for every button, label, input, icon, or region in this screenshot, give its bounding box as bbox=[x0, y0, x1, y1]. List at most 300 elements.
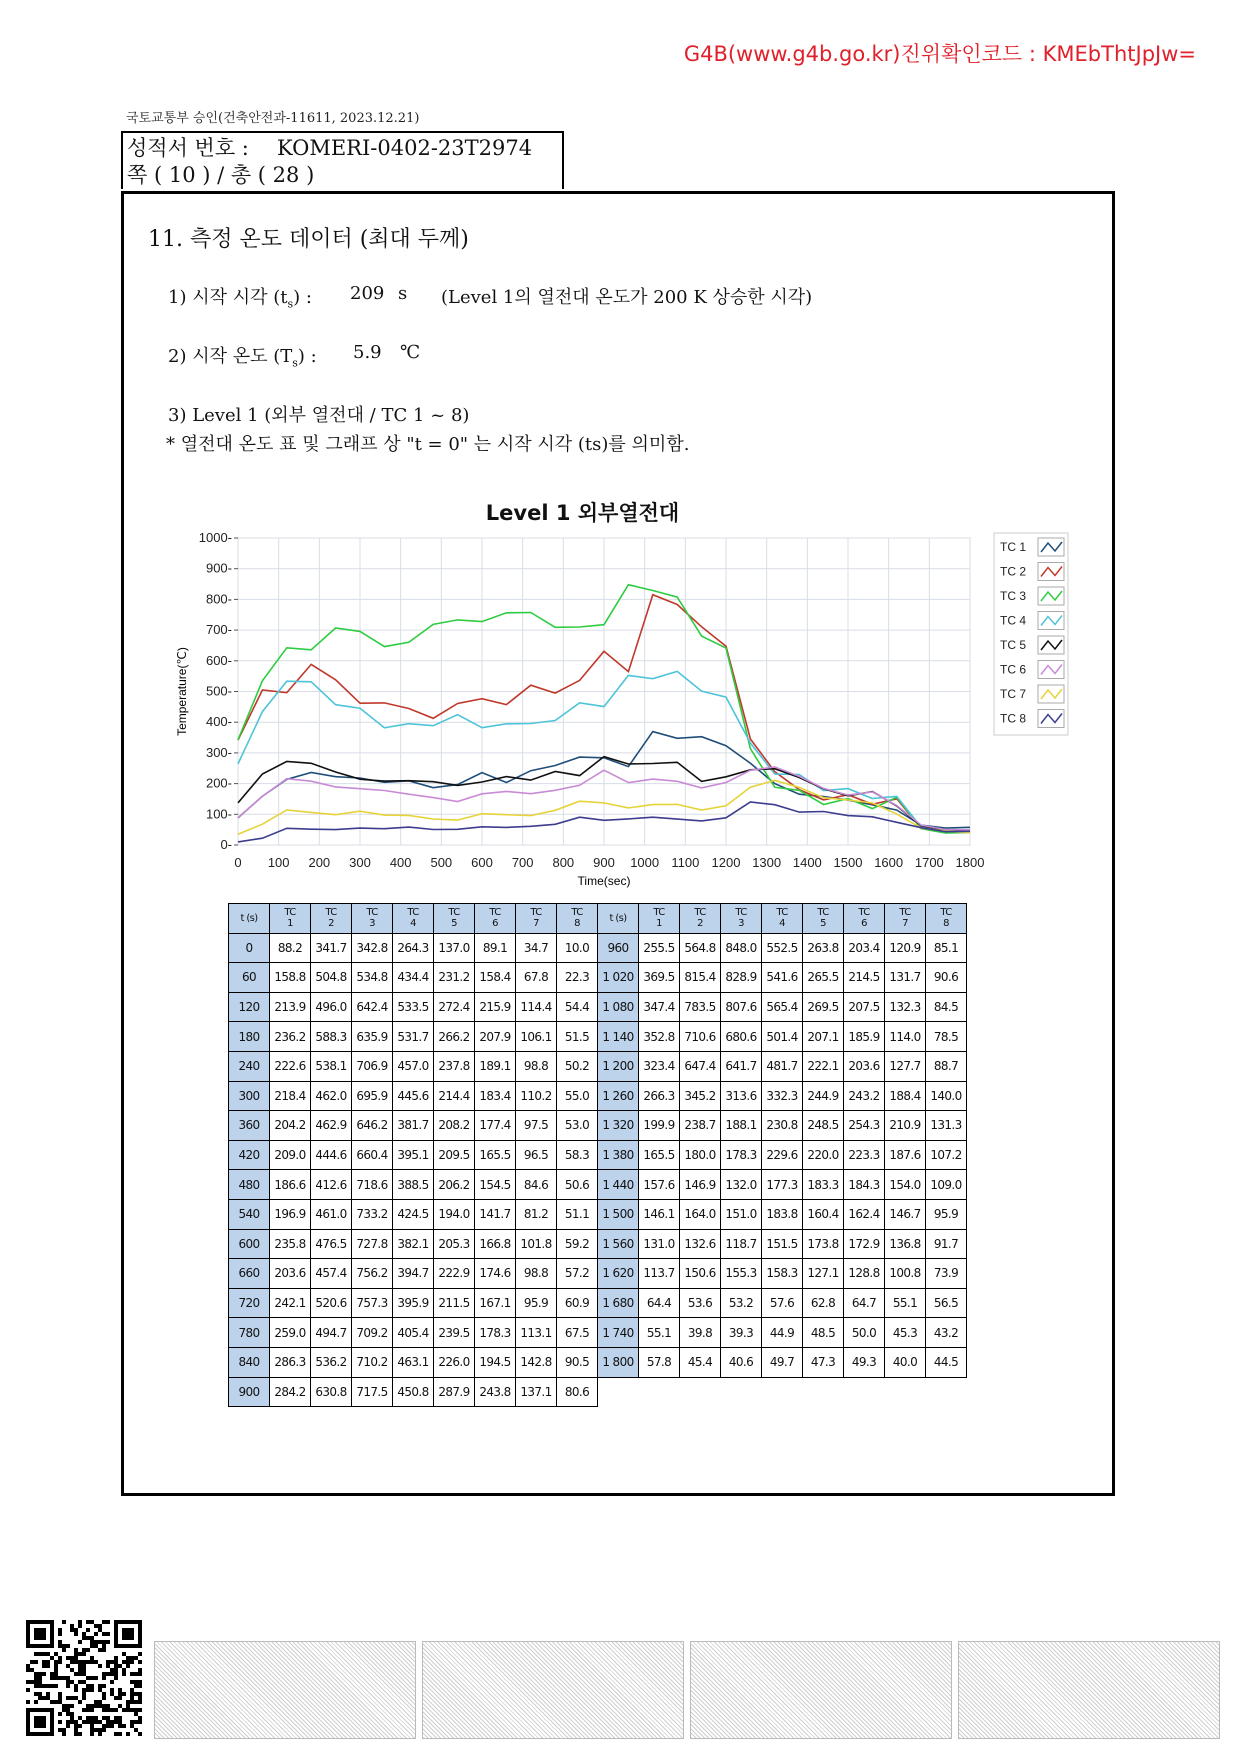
tc-header-8: TC 8 bbox=[557, 904, 598, 934]
temp-cell: 146.7 bbox=[885, 1199, 926, 1229]
temp-cell: 185.9 bbox=[844, 1022, 885, 1052]
level-line: 3) Level 1 (외부 열전대 / TC 1 ~ 8) bbox=[168, 405, 470, 426]
security-pattern-3 bbox=[690, 1641, 952, 1739]
temp-cell: 137.1 bbox=[516, 1377, 557, 1407]
y-axis-label: Temperature(℃) bbox=[175, 647, 189, 736]
temp-cell: 136.8 bbox=[885, 1229, 926, 1259]
temp-cell: 538.1 bbox=[311, 1051, 352, 1081]
start-temp-sub: s bbox=[292, 356, 298, 370]
temp-cell: 345.2 bbox=[680, 1081, 721, 1111]
temp-cell: 209.0 bbox=[270, 1140, 311, 1170]
x-tick-label: 1000 bbox=[630, 855, 660, 870]
x-tick-label: 1600 bbox=[874, 855, 904, 870]
table-row bbox=[229, 1081, 967, 1111]
y-tick-label: 0- bbox=[220, 837, 232, 852]
temp-cell: 494.7 bbox=[311, 1318, 352, 1348]
temp-cell: 231.2 bbox=[434, 963, 475, 993]
temp-cell: 59.2 bbox=[557, 1229, 598, 1259]
temp-cell: 828.9 bbox=[721, 963, 762, 993]
x-tick-label: 1300 bbox=[752, 855, 782, 870]
temp-cell: 203.6 bbox=[270, 1259, 311, 1289]
temp-cell: 405.4 bbox=[393, 1318, 434, 1348]
x-tick-label: 1200 bbox=[711, 855, 741, 870]
temp-cell: 98.8 bbox=[516, 1051, 557, 1081]
start-temp-label: 2) 시작 온도 (T bbox=[168, 346, 293, 367]
temp-cell: 53.0 bbox=[557, 1111, 598, 1141]
x-tick-label: 1100 bbox=[671, 855, 700, 870]
temp-cell: 199.9 bbox=[639, 1111, 680, 1141]
temp-cell: 57.2 bbox=[557, 1259, 598, 1289]
temp-cell: 172.9 bbox=[844, 1229, 885, 1259]
temp-cell: 98.8 bbox=[516, 1259, 557, 1289]
temp-cell: 45.4 bbox=[680, 1347, 721, 1377]
tc-header-6: TC 6 bbox=[844, 904, 885, 934]
temp-cell: 733.2 bbox=[352, 1199, 393, 1229]
temp-cell: 49.7 bbox=[762, 1347, 803, 1377]
time-cell: 1 080 bbox=[598, 992, 639, 1022]
temp-cell: 141.7 bbox=[475, 1199, 516, 1229]
time-cell: 780 bbox=[229, 1318, 270, 1348]
temp-cell: 706.9 bbox=[352, 1051, 393, 1081]
temp-cell: 10.0 bbox=[557, 933, 598, 963]
temp-cell: 222.9 bbox=[434, 1259, 475, 1289]
temp-cell: 97.5 bbox=[516, 1111, 557, 1141]
temperature-chart bbox=[172, 520, 1082, 895]
tc-header-1: TC 1 bbox=[639, 904, 680, 934]
tc-header-2: TC 2 bbox=[311, 904, 352, 934]
temp-cell: 313.6 bbox=[721, 1081, 762, 1111]
temperature-table bbox=[228, 903, 967, 1407]
temp-cell: 142.8 bbox=[516, 1347, 557, 1377]
report-no-label: 성적서 번호 : bbox=[127, 136, 249, 160]
temp-cell: 239.5 bbox=[434, 1318, 475, 1348]
page-indicator: 쪽 ( 10 ) / 총 ( 28 ) bbox=[127, 163, 315, 187]
start-temp-value: 5.9 bbox=[353, 342, 382, 363]
temp-cell: 207.9 bbox=[475, 1022, 516, 1052]
temp-cell: 496.0 bbox=[311, 992, 352, 1022]
tc-header-5: TC 5 bbox=[434, 904, 475, 934]
tc-header-7: TC 7 bbox=[516, 904, 557, 934]
temp-cell: 137.0 bbox=[434, 933, 475, 963]
table-row bbox=[229, 1140, 967, 1170]
temp-cell: 110.2 bbox=[516, 1081, 557, 1111]
time-cell: 1 140 bbox=[598, 1022, 639, 1052]
temp-cell: 167.1 bbox=[475, 1288, 516, 1318]
temp-cell: 541.6 bbox=[762, 963, 803, 993]
start-time-note: (Level 1의 열전대 온도가 200 K 상승한 시각) bbox=[441, 287, 813, 308]
temp-cell: 238.7 bbox=[680, 1111, 721, 1141]
temp-cell: 229.6 bbox=[762, 1140, 803, 1170]
temp-cell: 756.2 bbox=[352, 1259, 393, 1289]
report-header bbox=[121, 131, 564, 189]
temp-cell: 237.8 bbox=[434, 1051, 475, 1081]
temp-cell: 166.8 bbox=[475, 1229, 516, 1259]
start-time-label-end: ) : bbox=[293, 287, 312, 308]
temp-cell: 203.6 bbox=[844, 1051, 885, 1081]
temp-cell: 263.8 bbox=[803, 933, 844, 963]
temp-cell: 113.1 bbox=[516, 1318, 557, 1348]
temp-cell: 101.8 bbox=[516, 1229, 557, 1259]
temp-cell: 272.4 bbox=[434, 992, 475, 1022]
temp-cell: 151.0 bbox=[721, 1199, 762, 1229]
temp-cell: 642.4 bbox=[352, 992, 393, 1022]
legend-label: TC 6 bbox=[1000, 662, 1027, 677]
temp-cell: 504.8 bbox=[311, 963, 352, 993]
temp-cell: 39.8 bbox=[680, 1318, 721, 1348]
time-cell: 1 680 bbox=[598, 1288, 639, 1318]
temp-cell: 51.5 bbox=[557, 1022, 598, 1052]
temp-cell: 323.4 bbox=[639, 1051, 680, 1081]
x-tick-label: 1800 bbox=[955, 855, 985, 870]
temp-cell: 158.3 bbox=[762, 1259, 803, 1289]
temp-cell: 85.1 bbox=[926, 933, 967, 963]
temp-cell: 266.3 bbox=[639, 1081, 680, 1111]
temp-cell: 462.9 bbox=[311, 1111, 352, 1141]
time-cell: 1 200 bbox=[598, 1051, 639, 1081]
start-time-unit: s bbox=[398, 283, 408, 304]
temp-cell: 286.3 bbox=[270, 1347, 311, 1377]
y-tick-label: 900- bbox=[205, 560, 232, 576]
temp-cell: 174.6 bbox=[475, 1259, 516, 1289]
verification-code: G4B(www.g4b.go.kr)진위확인코드 : KMEbThtJpJw= bbox=[683, 42, 1196, 66]
temp-cell: 222.1 bbox=[803, 1051, 844, 1081]
table-row bbox=[229, 1051, 967, 1081]
temp-cell: 207.5 bbox=[844, 992, 885, 1022]
temp-cell: 95.9 bbox=[926, 1199, 967, 1229]
temp-cell: 64.7 bbox=[844, 1288, 885, 1318]
temp-cell: 49.3 bbox=[844, 1347, 885, 1377]
temp-cell: 206.2 bbox=[434, 1170, 475, 1200]
tc-header-3: TC 3 bbox=[352, 904, 393, 934]
temp-cell: 81.2 bbox=[516, 1199, 557, 1229]
tc-header-6: TC 6 bbox=[475, 904, 516, 934]
temp-cell: 259.0 bbox=[270, 1318, 311, 1348]
temp-cell: 815.4 bbox=[680, 963, 721, 993]
temp-cell: 140.0 bbox=[926, 1081, 967, 1111]
table-row bbox=[229, 1318, 967, 1348]
empty-cell bbox=[598, 1377, 967, 1407]
temp-cell: 236.2 bbox=[270, 1022, 311, 1052]
temp-cell: 180.0 bbox=[680, 1140, 721, 1170]
temp-cell: 783.5 bbox=[680, 992, 721, 1022]
temp-cell: 55.1 bbox=[885, 1288, 926, 1318]
temp-cell: 269.5 bbox=[803, 992, 844, 1022]
temp-cell: 146.9 bbox=[680, 1170, 721, 1200]
temp-cell: 463.1 bbox=[393, 1347, 434, 1377]
temp-cell: 242.1 bbox=[270, 1288, 311, 1318]
temp-cell: 183.8 bbox=[762, 1199, 803, 1229]
x-tick-label: 200 bbox=[308, 855, 331, 870]
temp-cell: 80.6 bbox=[557, 1377, 598, 1407]
temp-cell: 220.0 bbox=[803, 1140, 844, 1170]
y-tick-label: 300- bbox=[205, 744, 232, 760]
time-cell: 120 bbox=[229, 992, 270, 1022]
temp-cell: 347.4 bbox=[639, 992, 680, 1022]
tc-header-3: TC 3 bbox=[721, 904, 762, 934]
temp-cell: 213.9 bbox=[270, 992, 311, 1022]
temp-cell: 718.6 bbox=[352, 1170, 393, 1200]
temp-cell: 90.5 bbox=[557, 1347, 598, 1377]
temp-cell: 223.3 bbox=[844, 1140, 885, 1170]
temp-cell: 91.7 bbox=[926, 1229, 967, 1259]
temp-cell: 462.0 bbox=[311, 1081, 352, 1111]
temp-cell: 132.3 bbox=[885, 992, 926, 1022]
temp-cell: 204.2 bbox=[270, 1111, 311, 1141]
time-cell: 1 260 bbox=[598, 1081, 639, 1111]
x-tick-label: 700 bbox=[511, 855, 534, 870]
temp-cell: 369.5 bbox=[639, 963, 680, 993]
temp-cell: 536.2 bbox=[311, 1347, 352, 1377]
y-tick-label: 800- bbox=[205, 591, 232, 607]
time-cell: 900 bbox=[229, 1377, 270, 1407]
tc-header-4: TC 4 bbox=[762, 904, 803, 934]
temp-cell: 564.8 bbox=[680, 933, 721, 963]
table-row bbox=[229, 1199, 967, 1229]
temp-cell: 57.6 bbox=[762, 1288, 803, 1318]
temp-cell: 457.4 bbox=[311, 1259, 352, 1289]
temp-cell: 53.2 bbox=[721, 1288, 762, 1318]
temp-cell: 177.4 bbox=[475, 1111, 516, 1141]
x-tick-label: 800 bbox=[552, 855, 575, 870]
temp-cell: 709.2 bbox=[352, 1318, 393, 1348]
temp-cell: 157.6 bbox=[639, 1170, 680, 1200]
table-row bbox=[229, 933, 967, 963]
temp-cell: 96.5 bbox=[516, 1140, 557, 1170]
temp-cell: 55.0 bbox=[557, 1081, 598, 1111]
temp-cell: 47.3 bbox=[803, 1347, 844, 1377]
temp-cell: 352.8 bbox=[639, 1022, 680, 1052]
temp-cell: 183.3 bbox=[803, 1170, 844, 1200]
temp-cell: 230.8 bbox=[762, 1111, 803, 1141]
temp-cell: 342.8 bbox=[352, 933, 393, 963]
temp-cell: 757.3 bbox=[352, 1288, 393, 1318]
temp-cell: 215.9 bbox=[475, 992, 516, 1022]
temp-cell: 40.0 bbox=[885, 1347, 926, 1377]
temp-cell: 248.5 bbox=[803, 1111, 844, 1141]
temp-cell: 848.0 bbox=[721, 933, 762, 963]
time-cell: 540 bbox=[229, 1199, 270, 1229]
temp-cell: 208.2 bbox=[434, 1111, 475, 1141]
temp-cell: 710.2 bbox=[352, 1347, 393, 1377]
temp-cell: 62.8 bbox=[803, 1288, 844, 1318]
temp-cell: 100.8 bbox=[885, 1259, 926, 1289]
temp-cell: 588.3 bbox=[311, 1022, 352, 1052]
temp-cell: 155.3 bbox=[721, 1259, 762, 1289]
time-cell: 1 440 bbox=[598, 1170, 639, 1200]
table-body bbox=[229, 933, 967, 1407]
temp-cell: 214.4 bbox=[434, 1081, 475, 1111]
time-cell: 1 740 bbox=[598, 1318, 639, 1348]
x-tick-label: 400 bbox=[389, 855, 412, 870]
temp-cell: 57.8 bbox=[639, 1347, 680, 1377]
temp-cell: 162.4 bbox=[844, 1199, 885, 1229]
y-tick-label: 1000- bbox=[198, 530, 232, 545]
y-tick-label: 500- bbox=[205, 683, 232, 699]
temp-cell: 445.6 bbox=[393, 1081, 434, 1111]
table-row bbox=[229, 1288, 967, 1318]
table-row bbox=[229, 1347, 967, 1377]
temp-cell: 165.5 bbox=[639, 1140, 680, 1170]
temp-cell: 48.5 bbox=[803, 1318, 844, 1348]
temp-cell: 332.3 bbox=[762, 1081, 803, 1111]
temp-cell: 264.3 bbox=[393, 933, 434, 963]
temp-cell: 44.9 bbox=[762, 1318, 803, 1348]
x-tick-label: 1500 bbox=[833, 855, 863, 870]
temp-cell: 207.1 bbox=[803, 1022, 844, 1052]
temp-cell: 646.2 bbox=[352, 1111, 393, 1141]
x-tick-label: 1700 bbox=[914, 855, 944, 870]
temp-cell: 131.3 bbox=[926, 1111, 967, 1141]
legend-label: TC 7 bbox=[1000, 687, 1027, 701]
tc-header-4: TC 4 bbox=[393, 904, 434, 934]
table-row bbox=[229, 1111, 967, 1141]
temp-cell: 184.3 bbox=[844, 1170, 885, 1200]
note-line: * 열전대 온도 표 및 그래프 상 "t = 0" 는 시작 시각 (ts)를 의미함. bbox=[166, 434, 690, 455]
temp-cell: 189.1 bbox=[475, 1051, 516, 1081]
temp-cell: 647.4 bbox=[680, 1051, 721, 1081]
temp-cell: 173.8 bbox=[803, 1229, 844, 1259]
temp-cell: 88.2 bbox=[270, 933, 311, 963]
temp-cell: 44.5 bbox=[926, 1347, 967, 1377]
temp-cell: 40.6 bbox=[721, 1347, 762, 1377]
temp-cell: 67.5 bbox=[557, 1318, 598, 1348]
temp-cell: 160.4 bbox=[803, 1199, 844, 1229]
temp-cell: 131.7 bbox=[885, 963, 926, 993]
table-header bbox=[229, 904, 967, 934]
table-row bbox=[229, 1259, 967, 1289]
y-tick-label: 400- bbox=[205, 714, 232, 730]
time-cell: 1 020 bbox=[598, 963, 639, 993]
temp-cell: 254.3 bbox=[844, 1111, 885, 1141]
temp-cell: 235.8 bbox=[270, 1229, 311, 1259]
temp-cell: 727.8 bbox=[352, 1229, 393, 1259]
security-pattern-2 bbox=[422, 1641, 684, 1739]
temp-cell: 39.3 bbox=[721, 1318, 762, 1348]
temp-cell: 680.6 bbox=[721, 1022, 762, 1052]
start-time-sub: s bbox=[287, 297, 294, 311]
start-time-label: 1) 시작 시각 (t bbox=[168, 287, 288, 308]
temp-cell: 60.9 bbox=[557, 1288, 598, 1318]
temp-cell: 710.6 bbox=[680, 1022, 721, 1052]
table-row bbox=[229, 1022, 967, 1052]
y-tick-label: 100- bbox=[205, 806, 232, 822]
table-row bbox=[229, 992, 967, 1022]
time-cell: 720 bbox=[229, 1288, 270, 1318]
temp-cell: 88.7 bbox=[926, 1051, 967, 1081]
legend-label: TC 2 bbox=[1000, 564, 1027, 579]
time-cell: 180 bbox=[229, 1022, 270, 1052]
time-cell: 480 bbox=[229, 1170, 270, 1200]
section-title: 11. 측정 온도 데이터 (최대 두께) bbox=[148, 227, 469, 252]
table-row bbox=[229, 1170, 967, 1200]
temp-cell: 209.5 bbox=[434, 1140, 475, 1170]
report-no-value: KOMERI-0402-23T2974 bbox=[277, 136, 533, 160]
temp-cell: 265.5 bbox=[803, 963, 844, 993]
temp-cell: 660.4 bbox=[352, 1140, 393, 1170]
temp-cell: 164.0 bbox=[680, 1199, 721, 1229]
start-temp-unit: ℃ bbox=[400, 342, 421, 363]
temp-cell: 151.5 bbox=[762, 1229, 803, 1259]
temp-cell: 127.7 bbox=[885, 1051, 926, 1081]
x-tick-label: 500 bbox=[430, 855, 453, 870]
temp-cell: 158.8 bbox=[270, 963, 311, 993]
temp-cell: 178.3 bbox=[475, 1318, 516, 1348]
temp-cell: 450.8 bbox=[393, 1377, 434, 1407]
time-cell: 420 bbox=[229, 1140, 270, 1170]
time-cell: 360 bbox=[229, 1111, 270, 1141]
temp-cell: 53.6 bbox=[680, 1288, 721, 1318]
temp-cell: 461.0 bbox=[311, 1199, 352, 1229]
temp-cell: 196.9 bbox=[270, 1199, 311, 1229]
temp-cell: 56.5 bbox=[926, 1288, 967, 1318]
temp-cell: 113.7 bbox=[639, 1259, 680, 1289]
time-cell: 1 800 bbox=[598, 1347, 639, 1377]
temp-cell: 211.5 bbox=[434, 1288, 475, 1318]
temp-cell: 457.0 bbox=[393, 1051, 434, 1081]
temp-cell: 107.2 bbox=[926, 1140, 967, 1170]
temp-cell: 284.2 bbox=[270, 1377, 311, 1407]
temp-cell: 255.5 bbox=[639, 933, 680, 963]
temp-cell: 243.2 bbox=[844, 1081, 885, 1111]
t-header: t (s) bbox=[229, 904, 270, 934]
temp-cell: 73.9 bbox=[926, 1259, 967, 1289]
temp-cell: 188.1 bbox=[721, 1111, 762, 1141]
temp-cell: 50.6 bbox=[557, 1170, 598, 1200]
temp-cell: 188.4 bbox=[885, 1081, 926, 1111]
temp-cell: 266.2 bbox=[434, 1022, 475, 1052]
time-cell: 1 500 bbox=[598, 1199, 639, 1229]
temp-cell: 695.9 bbox=[352, 1081, 393, 1111]
temp-cell: 90.6 bbox=[926, 963, 967, 993]
temp-cell: 381.7 bbox=[393, 1111, 434, 1141]
legend-label: TC 4 bbox=[1000, 613, 1027, 628]
temp-cell: 64.4 bbox=[639, 1288, 680, 1318]
temp-cell: 67.8 bbox=[516, 963, 557, 993]
temp-cell: 218.4 bbox=[270, 1081, 311, 1111]
temp-cell: 434.4 bbox=[393, 963, 434, 993]
y-tick-label: 700- bbox=[205, 622, 232, 638]
temp-cell: 481.7 bbox=[762, 1051, 803, 1081]
temp-cell: 146.1 bbox=[639, 1199, 680, 1229]
tc-header-7: TC 7 bbox=[885, 904, 926, 934]
time-cell: 300 bbox=[229, 1081, 270, 1111]
temp-cell: 34.7 bbox=[516, 933, 557, 963]
temp-cell: 54.4 bbox=[557, 992, 598, 1022]
temp-cell: 641.7 bbox=[721, 1051, 762, 1081]
temp-cell: 127.1 bbox=[803, 1259, 844, 1289]
start-temp-label-end: ) : bbox=[297, 346, 317, 367]
temp-cell: 444.6 bbox=[311, 1140, 352, 1170]
temp-cell: 114.4 bbox=[516, 992, 557, 1022]
time-cell: 600 bbox=[229, 1229, 270, 1259]
temp-cell: 424.5 bbox=[393, 1199, 434, 1229]
x-tick-label: 600 bbox=[471, 855, 493, 870]
table-row bbox=[229, 1229, 967, 1259]
y-tick-label: 600- bbox=[205, 652, 232, 668]
temp-cell: 186.6 bbox=[270, 1170, 311, 1200]
temp-cell: 165.5 bbox=[475, 1140, 516, 1170]
temp-cell: 222.6 bbox=[270, 1051, 311, 1081]
temp-cell: 120.9 bbox=[885, 933, 926, 963]
time-cell: 1 560 bbox=[598, 1229, 639, 1259]
x-tick-label: 100 bbox=[267, 855, 290, 870]
x-tick-label: 1400 bbox=[792, 855, 822, 870]
temp-cell: 45.3 bbox=[885, 1318, 926, 1348]
temp-cell: 412.6 bbox=[311, 1170, 352, 1200]
temp-cell: 382.1 bbox=[393, 1229, 434, 1259]
temp-cell: 84.5 bbox=[926, 992, 967, 1022]
x-tick-label: 900 bbox=[593, 855, 615, 870]
